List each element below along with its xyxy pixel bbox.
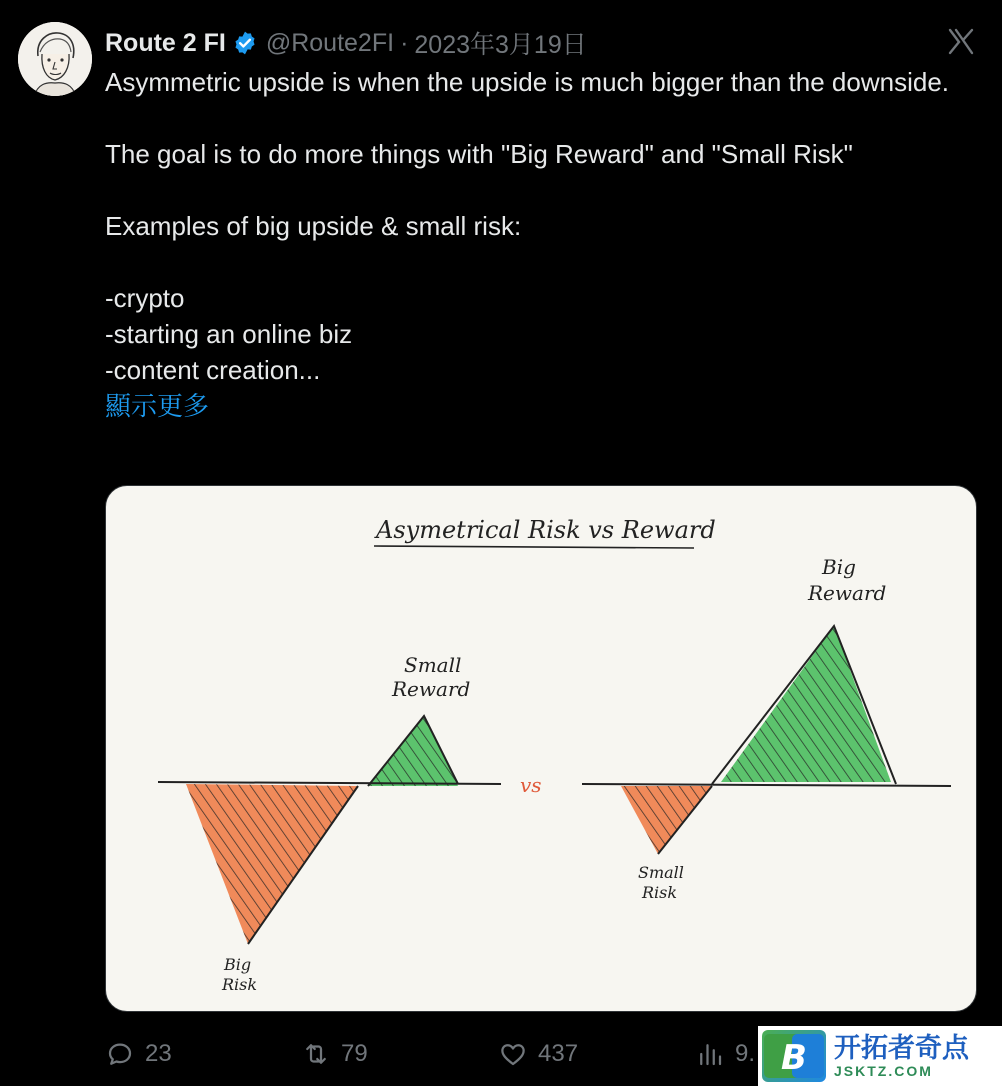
left-top-label-2: Reward: [392, 677, 471, 701]
views-button[interactable]: [695, 1032, 755, 1076]
watermark-title: 开拓者奇点: [834, 1033, 969, 1063]
risk-reward-illustration: [106, 486, 977, 1012]
right-top-label-1: Big: [822, 555, 856, 579]
right-bottom-label-2: Risk: [642, 883, 678, 902]
retweet-count: 79: [341, 1040, 368, 1067]
retweet-button[interactable]: [301, 1032, 368, 1076]
like-button[interactable]: [498, 1032, 578, 1076]
views-chart-icon: [695, 1039, 725, 1069]
site-watermark: [758, 1026, 1002, 1086]
tweet-text: [105, 64, 965, 424]
vs-label: vs: [520, 773, 542, 797]
tweet-actions: [105, 1032, 805, 1076]
verified-badge-icon: [232, 30, 258, 56]
right-top-label-2: Reward: [808, 581, 887, 605]
tweet-header: [105, 26, 587, 60]
tweet-paragraph: The goal is to do more things with "Big Reward" and "Small Risk": [105, 139, 853, 169]
tweet-paragraph: Asymmetric upside is when the upside is much bigger than the downside.: [105, 67, 949, 97]
left-bottom-label-1: Big: [224, 955, 252, 974]
author-handle[interactable]: @Route2FI: [265, 28, 395, 57]
watermark-url: JSKTZ.COM: [834, 1063, 933, 1079]
x-logo-icon[interactable]: [946, 26, 976, 56]
avatar-sketch-icon: [18, 22, 92, 96]
watermark-text: [834, 1033, 969, 1079]
watermark-b-icon: [762, 1030, 826, 1082]
watermark-logo: [762, 1030, 826, 1082]
views-count: 9.: [735, 1040, 756, 1067]
header-separator: ·: [400, 28, 409, 57]
show-more-link[interactable]: 顯示更多: [105, 391, 210, 421]
tweet-list: -crypto -starting an online biz -content creation...: [105, 283, 353, 385]
left-bottom-label-2: Risk: [222, 975, 258, 994]
retweet-icon: [301, 1039, 331, 1069]
like-count: 437: [538, 1040, 579, 1067]
image-title: Asymetrical Risk vs Reward: [376, 516, 716, 544]
left-top-label-1: Small: [404, 653, 462, 677]
heart-icon: [498, 1039, 528, 1069]
reply-icon: [105, 1039, 135, 1069]
reply-button[interactable]: [105, 1032, 172, 1076]
tweet-date[interactable]: 2023年3月19日: [414, 31, 587, 59]
tweet-image[interactable]: [105, 485, 977, 1012]
tweet-paragraph: Examples of big upside & small risk:: [105, 211, 522, 241]
reply-count: 23: [145, 1040, 172, 1067]
svg-text:B: B: [781, 1038, 807, 1078]
author-name[interactable]: Route 2 FI: [105, 28, 226, 57]
avatar[interactable]: [18, 22, 92, 96]
right-bottom-label-1: Small: [638, 863, 684, 882]
